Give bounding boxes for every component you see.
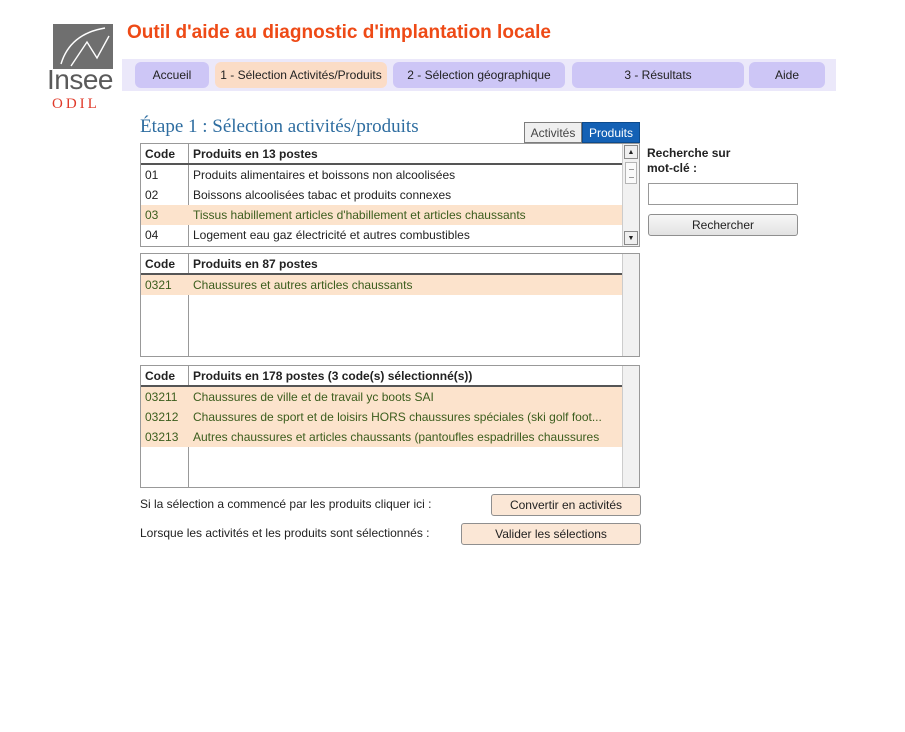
- list-row-selected[interactable]: [141, 407, 622, 427]
- toggle-activites[interactable]: Activités: [524, 122, 582, 143]
- insee-logo: [47, 24, 115, 114]
- list-body: [141, 165, 622, 246]
- activites-produits-toggle: [524, 122, 640, 143]
- row-label: Chaussures de sport et de loisirs HORS chaussures spéciales (ski golf foot...: [193, 410, 602, 424]
- list-header: [141, 254, 622, 275]
- nav-tab-accueil[interactable]: Accueil: [135, 62, 209, 88]
- main-nav: [122, 59, 836, 91]
- search-label-line2: mot-clé :: [647, 161, 698, 175]
- nav-tab-aide[interactable]: Aide: [749, 62, 825, 88]
- validate-hint: Lorsque les activités et les produits sont sélectionnés :: [140, 526, 430, 540]
- nav-tab-resultats[interactable]: 3 - Résultats: [572, 62, 744, 88]
- convert-to-activites-button[interactable]: Convertir en activités: [491, 494, 641, 516]
- list-body: [141, 275, 622, 356]
- list-scrollbar[interactable]: [622, 254, 639, 356]
- logo-subtext: ODIL: [52, 96, 100, 112]
- row-code: 03: [145, 208, 159, 222]
- list-header: [141, 366, 622, 387]
- column-header-code: Code: [141, 254, 189, 273]
- list-row-selected[interactable]: [141, 387, 622, 407]
- search-label: [647, 146, 747, 176]
- insee-logo-mark: [53, 24, 113, 69]
- scroll-up-arrow-icon[interactable]: ▲: [624, 145, 638, 159]
- row-label: Autres chaussures et articles chaussants (pantoufles espadrilles chaussures: [193, 430, 600, 444]
- step-title: Étape 1 : Sélection activités/produits: [140, 116, 419, 137]
- logo-text: Insee: [47, 64, 113, 95]
- nav-tab-selection-geographique[interactable]: 2 - Sélection géographique: [393, 62, 565, 88]
- row-code: 01: [145, 168, 159, 182]
- row-label: Tissus habillement articles d'habillement et articles chaussants: [193, 208, 526, 222]
- list-body: [141, 387, 622, 487]
- row-label: Logement eau gaz électricité et autres combustibles: [193, 228, 470, 242]
- list-header: [141, 144, 622, 165]
- row-code: 04: [145, 228, 159, 242]
- row-label: Boissons alcoolisées tabac et produits connexes: [193, 188, 452, 202]
- column-header-code: Code: [141, 366, 189, 385]
- produits-178-postes-list: [140, 365, 640, 488]
- produits-87-postes-list: [140, 253, 640, 357]
- search-label-line1: Recherche sur: [647, 146, 731, 160]
- row-label: Chaussures de ville et de travail yc boots SAI: [193, 390, 434, 404]
- list-row-selected[interactable]: [141, 275, 622, 295]
- row-label: Produits alimentaires et boissons non alcoolisées: [193, 168, 456, 182]
- scroll-thumb[interactable]: [625, 162, 637, 184]
- scroll-down-arrow-icon[interactable]: ▼: [624, 231, 638, 245]
- validate-selections-button[interactable]: Valider les sélections: [461, 523, 641, 545]
- row-code: 03211: [145, 390, 178, 404]
- app-title: Outil d'aide au diagnostic d'implantation locale: [127, 22, 551, 43]
- list-row-selected[interactable]: [141, 427, 622, 447]
- column-header-label: Produits en 178 postes (3 code(s) sélectionné(s)): [193, 368, 473, 383]
- list-row[interactable]: [141, 185, 622, 205]
- produits-13-postes-list: [140, 143, 640, 247]
- list-row[interactable]: [141, 165, 622, 185]
- convert-hint: Si la sélection a commencé par les produits cliquer ici :: [140, 497, 432, 511]
- nav-tab-selection-activites[interactable]: 1 - Sélection Activités/Produits: [215, 62, 387, 88]
- column-header-code: Code: [141, 144, 189, 163]
- row-label: Chaussures et autres articles chaussants: [193, 278, 413, 292]
- list-row[interactable]: [141, 225, 622, 245]
- row-code: 02: [145, 188, 159, 202]
- list-scrollbar[interactable]: [622, 366, 639, 487]
- list-row-selected[interactable]: [141, 205, 622, 225]
- search-button[interactable]: Rechercher: [648, 214, 798, 236]
- row-code: 03212: [145, 410, 179, 424]
- list-scrollbar[interactable]: [622, 144, 639, 246]
- search-input[interactable]: [648, 183, 798, 205]
- row-code: 0321: [145, 278, 172, 292]
- toggle-produits[interactable]: Produits: [582, 122, 640, 143]
- column-header-label: Produits en 87 postes: [193, 256, 318, 271]
- row-code: 03213: [145, 430, 179, 444]
- column-header-label: Produits en 13 postes: [193, 146, 318, 161]
